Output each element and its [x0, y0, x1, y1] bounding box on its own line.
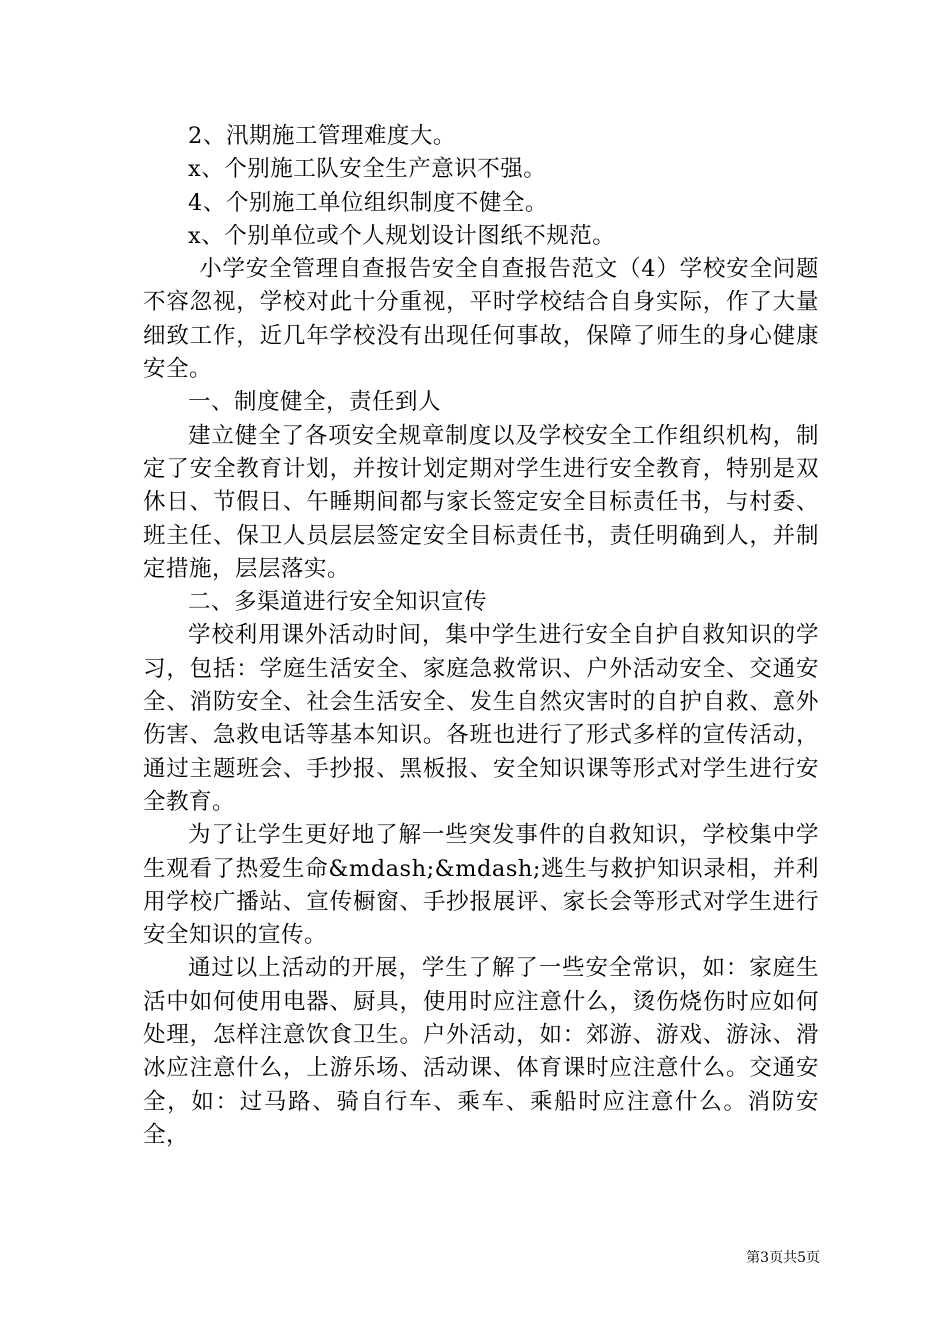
- paragraph-9: 通过以上活动的开展，学生了解了一些安全常识，如：家庭生活中如何使用电器、厨具，使用时应注意什么，烫伤烧伤时应如何处理，怎样注意饮食卫生。户外活动，如：郊游、游戏、游泳、滑冰应注意什么，上游乐场、活动课、体育课时应注意什么。交通安全，如：过马路、骑自行车、乘车、乘船时应注意什么。消防安全，: [143, 955, 819, 1148]
- paragraph-6: 建立健全了各项安全规章制度以及学校安全工作组织机构，制定了安全教育计划，并按计划定期对学生进行安全教育，特别是双休日、节假日、午睡期间都与家长签定安全目标责任书，与村委、班主任、保卫人员层层签定安全目标责任书，责任明确到人，并制定措施，层层落实。: [143, 422, 819, 582]
- paragraph-8: 为了让学生更好地了解一些突发事件的自救知识，学校集中学生观看了热爱生命&mdash;&mdash;逃生与救护知识录相，并利用学校广播站、宣传橱窗、手抄报展评、家长会等形式对学生进行安全知识的宣传。: [143, 822, 819, 949]
- section-heading-2: 二、多渠道进行安全知识宣传: [188, 589, 488, 616]
- paragraph-2: x、个别施工队安全生产意识不强。: [188, 156, 547, 183]
- paragraph-4: x、个别单位或个人规划设计图纸不规范。: [188, 222, 616, 249]
- paragraph-3: 4、个别施工单位组织制度不健全。: [188, 189, 548, 216]
- paragraph-1: 2、汛期施工管理难度大。: [188, 123, 456, 149]
- document-body: [143, 120, 819, 1152]
- paragraph-7: 学校利用课外活动时间，集中学生进行安全自护自救知识的学习，包括：学庭生活安全、家庭急救常识、户外活动安全、交通安全、消防安全、社会生活安全、发生自然灾害时的自护自救、意外伤害、急救电话等基本知识。各班也进行了形式多样的宣传活动，通过主题班会、手抄报、黑板报、安全知识课等形式对学生进行安全教育。: [143, 622, 819, 815]
- paragraph-5: 小学安全管理自查报告安全自查报告范文（4）学校安全问题不容忽视，学校对此十分重视，平时学校结合自身实际，作了大量细致工作，近几年学校没有出现任何事故，保障了师生的身心健康安全。: [143, 256, 819, 383]
- page-number: 第3页共5页: [746, 1250, 820, 1266]
- section-heading-1: 一、制度健全，责任到人: [188, 389, 442, 416]
